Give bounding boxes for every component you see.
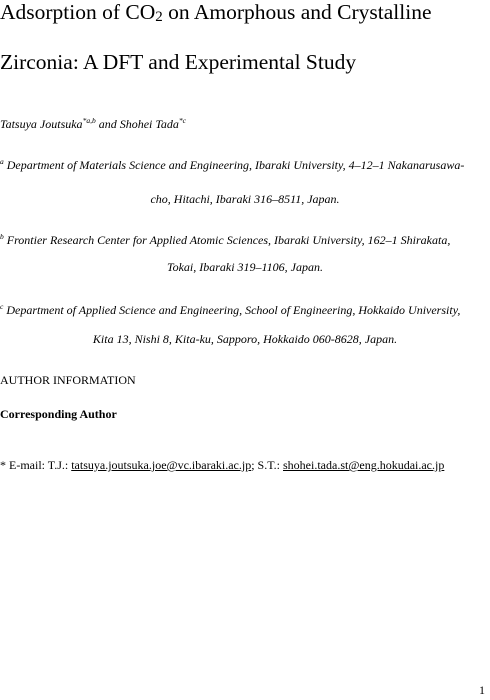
affiliation-c-line-2: Kita 13, Nishi 8, Kita-ku, Sapporo, Hokkaido 060-8628, Japan. bbox=[92, 332, 398, 346]
affiliation-b-text: Frontier Research Center for Applied Atomic Sciences, Ibaraki University, 162–1 Shirakata, bbox=[6, 233, 451, 247]
paper-title-line-1 bbox=[0, 0, 432, 24]
email-link-st[interactable]: shohei.tada.st@eng.hokudai.ac.jp bbox=[283, 458, 445, 472]
author-1-name: Tatsuya Joutsuka bbox=[0, 117, 83, 131]
email-link-tj[interactable]: tatsuya.joutsuka.joe@vc.ibaraki.ac.jp bbox=[71, 458, 252, 472]
affiliation-a-mark: a bbox=[0, 157, 4, 166]
author-information-heading: AUTHOR INFORMATION bbox=[0, 373, 136, 387]
author-2-name: Shohei Tada bbox=[119, 117, 179, 131]
email-prefix: * E-mail: T.J.: bbox=[0, 458, 72, 472]
affiliation-a-line-2: cho, Hitachi, Ibaraki 316–8511, Japan. bbox=[150, 192, 340, 206]
corresponding-email-line bbox=[0, 458, 444, 473]
author-2-affiliation-marks: *c bbox=[178, 116, 187, 125]
title-text-start: Adsorption of CO bbox=[0, 0, 156, 24]
paper-title-line-2: Zirconia: A DFT and Experimental Study bbox=[0, 50, 357, 74]
affiliation-a-text: Department of Materials Science and Engineering, Ibaraki University, 4–12–1 Nakanarusawa- bbox=[6, 158, 465, 172]
title-subscript: 2 bbox=[155, 9, 163, 25]
affiliation-c-text: Department of Applied Science and Engineering, School of Engineering, Hokkaido University, bbox=[6, 303, 461, 317]
author-separator: and bbox=[95, 117, 120, 131]
affiliation-c-line-1 bbox=[0, 303, 460, 318]
email-separator: ; S.T.: bbox=[251, 458, 283, 472]
affiliation-b-line-2: Tokai, Ibaraki 319–1106, Japan. bbox=[167, 260, 323, 274]
title-text-end: on Amorphous and Crystalline bbox=[162, 0, 432, 24]
affiliation-a-line-1 bbox=[0, 158, 464, 173]
affiliation-b-mark: b bbox=[0, 232, 4, 241]
affiliation-b-line-1 bbox=[0, 233, 450, 248]
author-list bbox=[0, 117, 186, 132]
corresponding-author-heading: Corresponding Author bbox=[0, 407, 117, 421]
author-1-affiliation-marks: *a,b bbox=[82, 116, 96, 125]
page-number: 1 bbox=[479, 683, 485, 697]
affiliation-c-mark: c bbox=[0, 302, 4, 311]
